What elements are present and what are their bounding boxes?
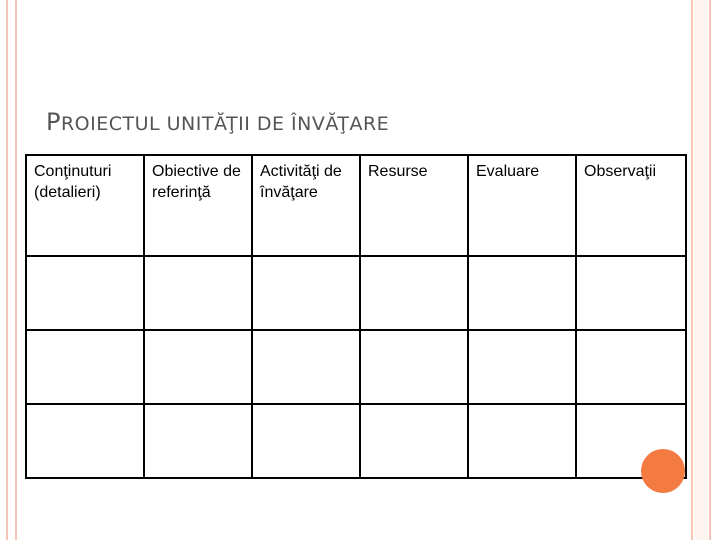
learning-unit-plan-table	[25, 154, 687, 479]
orange-circle-decoration	[641, 449, 685, 493]
table-cell[interactable]	[576, 256, 686, 330]
table-cell[interactable]	[360, 330, 468, 404]
table-cell[interactable]	[468, 330, 576, 404]
table-cell[interactable]	[252, 256, 360, 330]
table-cell[interactable]	[360, 404, 468, 478]
left-decorative-line-inner	[15, 0, 17, 540]
table-cell[interactable]	[468, 404, 576, 478]
header-continuturi: Conţinuturi (detalieri)	[26, 155, 144, 256]
table-cell[interactable]	[26, 404, 144, 478]
table-row	[26, 256, 686, 330]
table-header-row	[26, 155, 686, 256]
right-decorative-strip	[694, 0, 708, 540]
slide-title-rest: ROIECTUL UNITĂŢII DE ÎNVĂŢARE	[60, 113, 390, 135]
header-evaluare: Evaluare	[468, 155, 576, 256]
table-cell[interactable]	[144, 330, 252, 404]
table-cell[interactable]	[252, 330, 360, 404]
header-resurse: Resurse	[360, 155, 468, 256]
header-obiective: Obiective de referinţă	[144, 155, 252, 256]
right-decorative-line-outer	[709, 0, 711, 540]
table-cell[interactable]	[360, 256, 468, 330]
slide-title	[46, 108, 389, 136]
header-activitati: Activităţi de învăţare	[252, 155, 360, 256]
table-cell[interactable]	[144, 256, 252, 330]
table-cell[interactable]	[252, 404, 360, 478]
right-decorative-line-inner	[691, 0, 693, 540]
table-row	[26, 404, 686, 478]
table-cell[interactable]	[576, 330, 686, 404]
table-cell[interactable]	[26, 256, 144, 330]
left-decorative-line-outer	[6, 0, 8, 540]
slide-title-initial: P	[46, 108, 61, 136]
table-cell[interactable]	[468, 256, 576, 330]
table-cell[interactable]	[26, 330, 144, 404]
table-row	[26, 330, 686, 404]
header-observatii: Observaţii	[576, 155, 686, 256]
table-cell[interactable]	[144, 404, 252, 478]
